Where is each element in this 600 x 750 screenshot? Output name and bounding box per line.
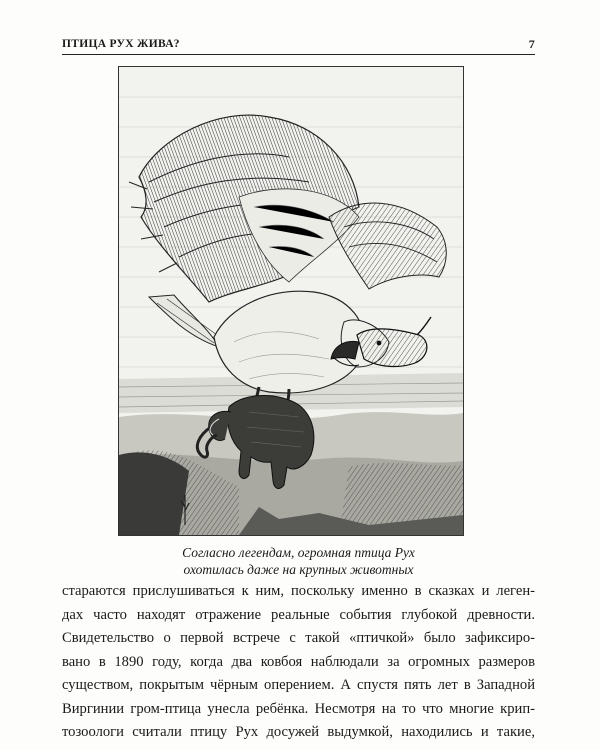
body-line: стараются прислушиваться к ним, поскольку именно в сказках и леген-	[62, 583, 535, 599]
body-line: вано в 1890 году, когда два ковбоя наблюдали за огромных размеров	[62, 653, 535, 670]
running-title: ПТИЦА РУХ ЖИВА?	[62, 38, 180, 50]
illustration-roc-carrying-elephant	[118, 66, 464, 536]
body-line: существом, покрытым чёрным оперением. А спустя пять лет в Западной	[62, 677, 535, 693]
running-head	[62, 36, 535, 55]
figure-caption	[62, 544, 535, 578]
body-line: дах часто находят отражение реальные события глубокой древности.	[62, 606, 535, 623]
body-line: Свидетельство о первой встрече с такой «птичкой» было зафиксиро-	[62, 630, 535, 646]
page-number: 7	[528, 37, 535, 51]
body-text	[62, 580, 535, 745]
body-line: тозоологи считали птицу Рух досужей выдумкой, находились и такие,	[62, 724, 535, 740]
caption-line: охотилась даже на крупных животных	[183, 562, 414, 577]
caption-line: Согласно легендам, огромная птица Рух	[182, 545, 415, 560]
body-line: Виргинии гром-птица унесла ребёнка. Несмотря на то что многие крип-	[62, 700, 535, 717]
